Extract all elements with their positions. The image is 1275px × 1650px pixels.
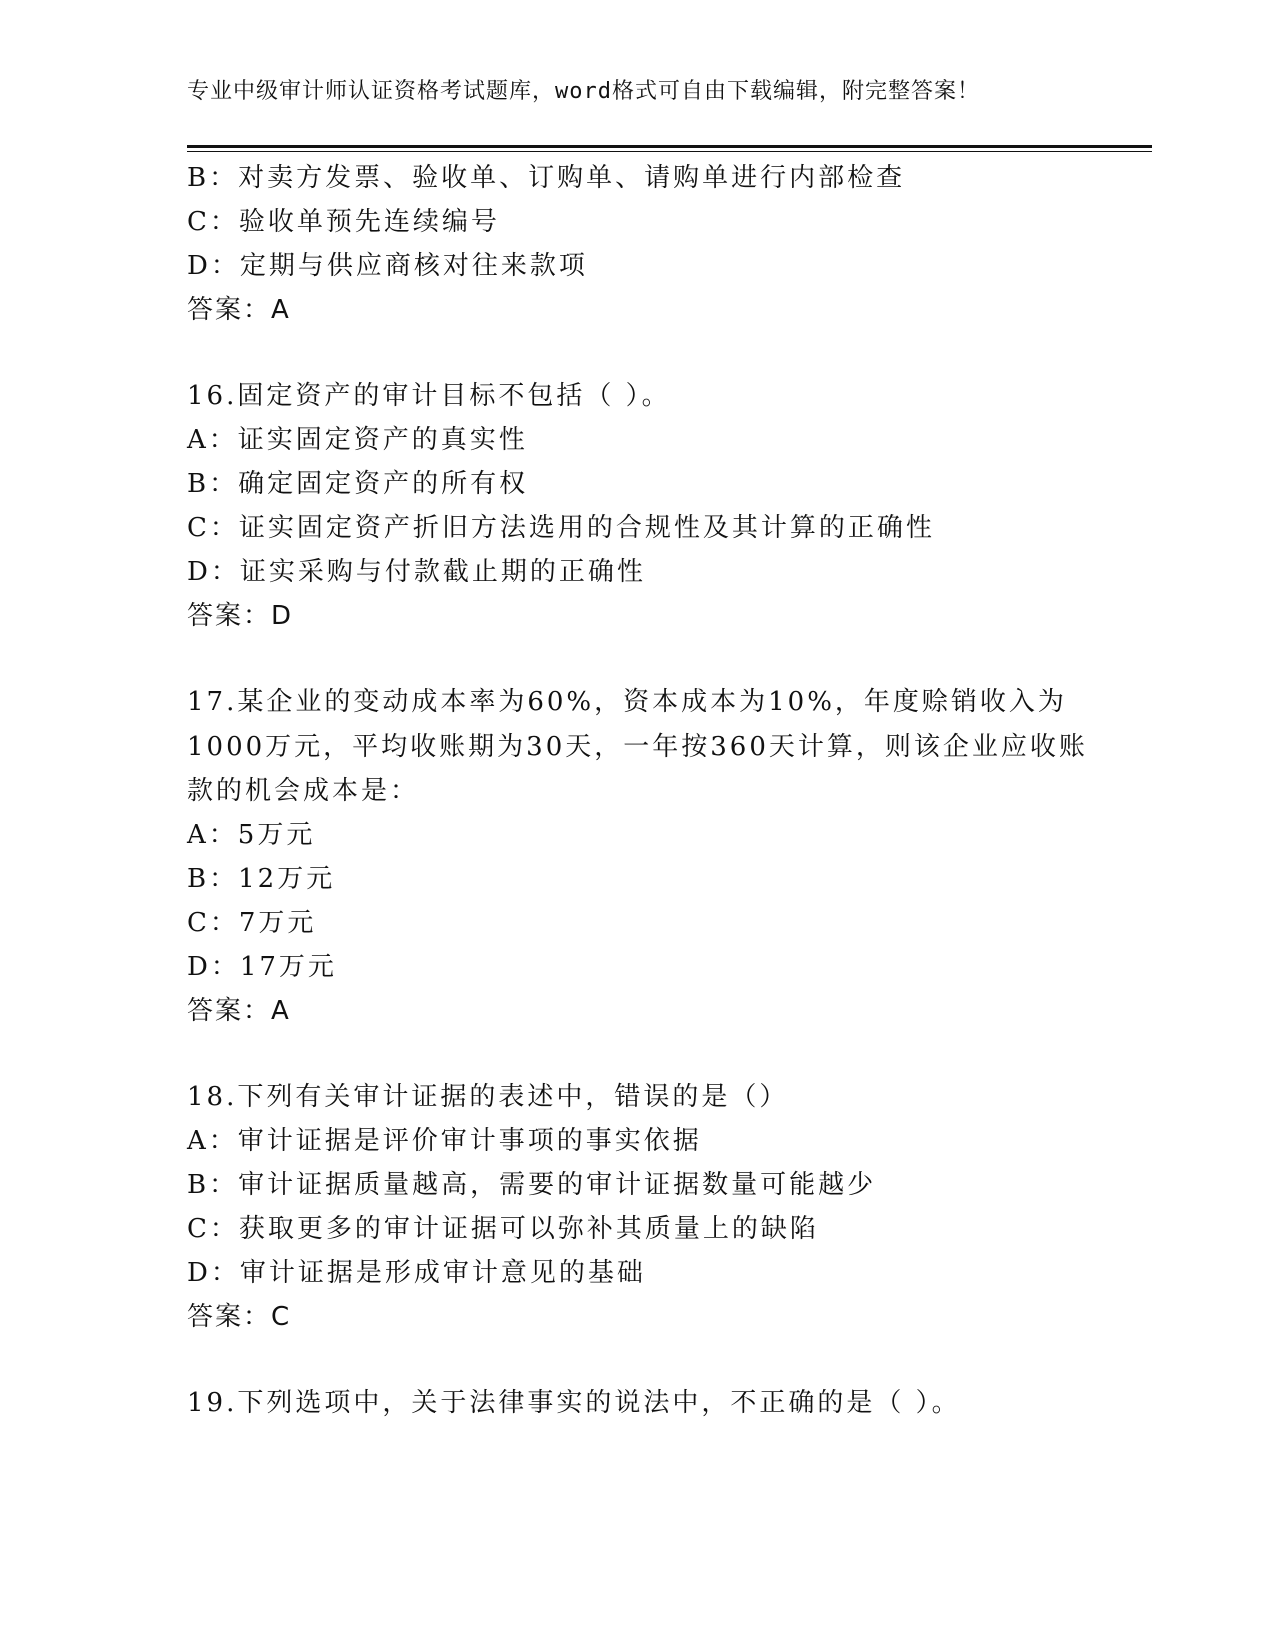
header-divider-thin <box>187 151 1152 152</box>
header-divider <box>187 145 1152 148</box>
q17-option-c: C：7万元 <box>187 908 317 938</box>
q18-option-d: D：审计证据是形成审计意见的基础 <box>187 1258 646 1288</box>
q17-option-b: B：12万元 <box>187 864 336 894</box>
q17-stem-line-3: 款的机会成本是： <box>187 776 420 806</box>
q16-option-b: B：确定固定资产的所有权 <box>187 469 529 499</box>
q19-stem: 19.下列选项中，关于法律事实的说法中，不正确的是（ ）。 <box>187 1388 961 1418</box>
q15-answer: 答案：A <box>187 295 291 325</box>
q18-stem: 18.下列有关审计证据的表述中，错误的是（） <box>187 1082 789 1112</box>
q18-answer: 答案：C <box>187 1302 292 1332</box>
q16-option-a: A：证实固定资产的真实性 <box>187 425 528 455</box>
q18-option-a: A：审计证据是评价审计事项的事实依据 <box>187 1126 702 1156</box>
q18-option-b: B：审计证据质量越高，需要的审计证据数量可能越少 <box>187 1170 877 1200</box>
q15-option-b: B：对卖方发票、验收单、订购单、请购单进行内部检查 <box>187 163 906 193</box>
q15-option-d: D：定期与供应商核对往来款项 <box>187 251 588 281</box>
q15-option-c: C：验收单预先连续编号 <box>187 207 500 237</box>
q16-answer: 答案：D <box>187 601 294 631</box>
q16-stem: 16.固定资产的审计目标不包括（ ）。 <box>187 381 671 411</box>
q17-answer: 答案：A <box>187 996 291 1026</box>
q18-option-c: C：获取更多的审计证据可以弥补其质量上的缺陷 <box>187 1214 819 1244</box>
q16-option-c: C：证实固定资产折旧方法选用的合规性及其计算的正确性 <box>187 513 935 543</box>
q17-option-a: A：5万元 <box>187 820 316 850</box>
q16-option-d: D：证实采购与付款截止期的正确性 <box>187 557 646 587</box>
q17-stem-line-2: 1000万元，平均收账期为30天，一年按360天计算，则该企业应收账 <box>187 732 1088 762</box>
q17-stem-line-1: 17.某企业的变动成本率为60%，资本成本为10%，年度赊销收入为 <box>187 687 1067 717</box>
page-header: 专业中级审计师认证资格考试题库，word格式可自由下载编辑，附完整答案！ <box>187 79 980 104</box>
q17-option-d: D：17万元 <box>187 952 337 982</box>
